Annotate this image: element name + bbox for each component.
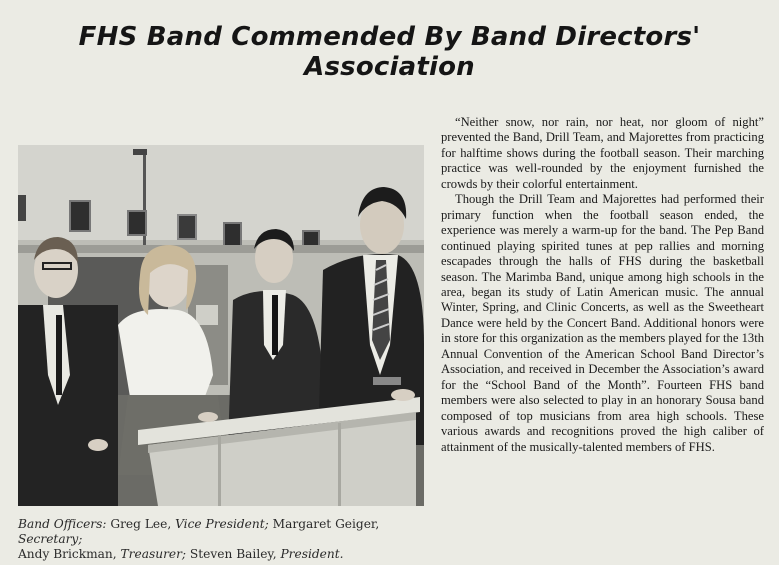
article-body bbox=[441, 115, 764, 455]
officer-role: Secretary; bbox=[18, 532, 83, 546]
officer-name: Andy Brickman, bbox=[18, 547, 117, 561]
officer-name: Greg Lee, bbox=[110, 517, 172, 531]
officer-role: Treasurer; bbox=[120, 547, 187, 561]
officer-name: Margaret Geiger, bbox=[272, 517, 380, 531]
band-officers-photo bbox=[18, 145, 424, 506]
caption-lead: Band Officers: bbox=[18, 517, 107, 531]
officer-name: Steven Bailey, bbox=[189, 547, 277, 561]
photo-illustration bbox=[18, 145, 424, 506]
photo-caption bbox=[18, 517, 430, 562]
page-headline: FHS Band Commended By Band Directors' Association bbox=[78, 22, 701, 82]
officer-role: President. bbox=[280, 547, 344, 561]
article-paragraph: “Neither snow, nor rain, nor heat, nor gloom of night” prevented the Band, Drill Team, and Majorettes from practicing for halftime shows during the football season. Their marching practice was well-rounded by the enjoyment furnished the crowds by their colorful entertainment. bbox=[441, 115, 764, 191]
article-paragraph: Though the Drill Team and Majorettes had performed their primary function when the football season ended, the experience was merely a warm-up for the band. The Pep Band continued playing spirited tunes at pep rallies and morning escapades through the halls of FHS during the basketball season. The Marimba Band, unique among high schools in the area, began its study of Latin American music. The annual Winter, Spring, and Clinic Concerts, as well as the Sweetheart Dance were held by the Concert Band. Additional honors were in store for this organization as the members played for the 13th Annual Convention of the American School Band Director’s Association, and received in December the Association’s award for the “School Band of the Month”. Fourteen FHS band members were also selected to play in an honorary Sousa band composed of top musicians from area high schools. These various awards and recognitions proved the high caliber of attainment of the musically-talented members of FHS. bbox=[441, 192, 764, 454]
officer-role: Vice President; bbox=[175, 517, 269, 531]
